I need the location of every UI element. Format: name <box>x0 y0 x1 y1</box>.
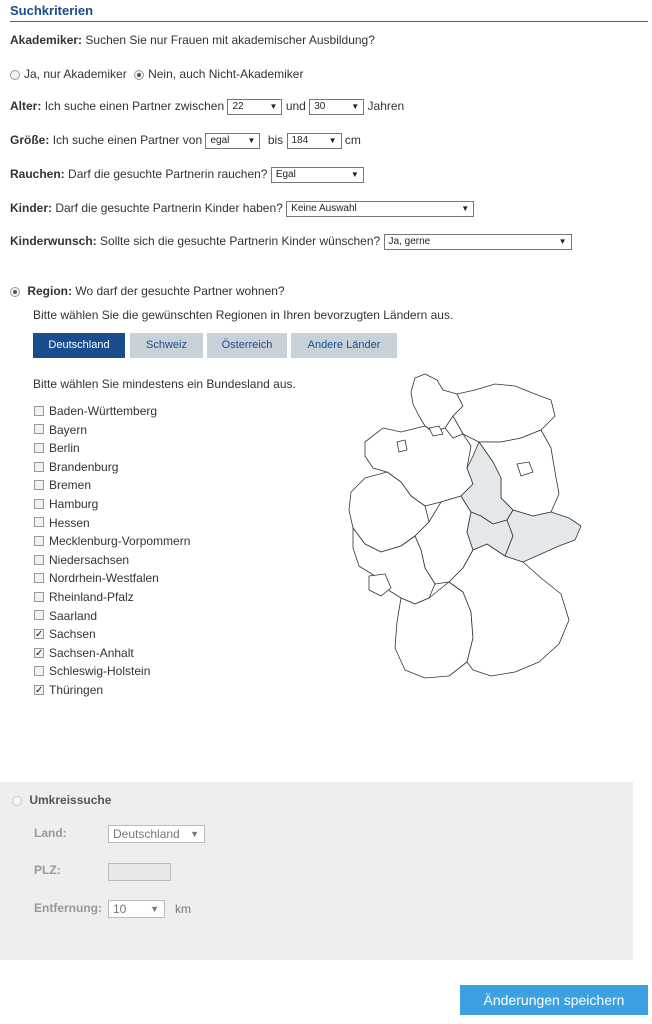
checkbox[interactable] <box>34 406 44 416</box>
age-and-text: und <box>285 99 306 114</box>
section-title: Suchkriterien <box>10 3 94 18</box>
state-item[interactable] <box>34 532 190 550</box>
region-row <box>10 284 285 298</box>
region-hint: Bitte wählen Sie die gewünschten Regionen in Ihren bevorzugten Ländern aus. <box>33 308 454 322</box>
state-label: Schleswig-Holstein <box>49 664 151 679</box>
state-item[interactable] <box>34 644 134 662</box>
state-item[interactable] <box>34 588 134 606</box>
age-text: Ich suche einen Partner zwischen <box>44 99 225 114</box>
chevron-down-icon: ▼ <box>351 102 360 111</box>
state-item[interactable] <box>34 607 97 625</box>
state-label: Sachsen <box>49 627 96 642</box>
children-select[interactable] <box>286 201 474 217</box>
children-wish-select[interactable] <box>384 234 572 250</box>
radius-radio[interactable] <box>12 796 22 806</box>
children-wish-label: Kinderwunsch: <box>10 234 97 249</box>
state-label: Sachsen-Anhalt <box>49 645 134 660</box>
state-item[interactable] <box>34 458 118 476</box>
chevron-down-icon: ▼ <box>461 204 470 213</box>
state-label: Hamburg <box>49 497 99 511</box>
distance-value: 10 <box>113 902 127 916</box>
age-label: Alter: <box>10 99 42 114</box>
height-label: Größe: <box>10 133 50 148</box>
chevron-down-icon: ▼ <box>328 136 337 145</box>
academic-yes-radio[interactable] <box>10 70 20 80</box>
country-label: Land: <box>34 826 67 840</box>
children-question: Darf die gesuchte Partnerin Kinder haben? <box>55 201 283 216</box>
age-from-select[interactable] <box>227 99 282 115</box>
height-text: Ich suche einen Partner von <box>52 133 203 148</box>
children-row <box>10 201 474 217</box>
country-select[interactable] <box>108 825 205 843</box>
checkbox[interactable] <box>34 629 44 639</box>
germany-map[interactable] <box>345 372 585 684</box>
academic-no-label[interactable]: Nein, auch Nicht-Akademiker <box>148 67 304 81</box>
checkbox[interactable] <box>34 536 44 546</box>
state-label: Nordrhein-Westfalen <box>49 571 159 586</box>
children-wish-question: Sollte sich die gesuchte Partnerin Kinder wünschen? <box>100 234 381 249</box>
state-item[interactable] <box>34 514 90 532</box>
checkbox[interactable] <box>34 555 44 565</box>
state-item[interactable] <box>34 476 91 494</box>
distance-label: Entfernung: <box>34 901 102 915</box>
height-to-value: 184 <box>291 135 309 146</box>
academic-yes-label[interactable]: Ja, nur Akademiker <box>24 67 127 81</box>
height-from-value: egal <box>210 135 230 146</box>
state-item[interactable] <box>34 439 80 457</box>
chevron-down-icon: ▼ <box>247 136 256 145</box>
distance-select[interactable] <box>108 900 165 918</box>
state-label: Baden-Württemberg <box>49 404 158 418</box>
state-item[interactable] <box>34 662 150 680</box>
region-radio[interactable] <box>10 287 20 297</box>
academic-question <box>10 33 375 47</box>
age-to-select[interactable] <box>309 99 364 115</box>
age-to-value: 30 <box>314 101 326 112</box>
height-to-text: bis <box>267 133 284 148</box>
height-from-select[interactable] <box>205 133 260 149</box>
smoking-question: Darf die gesuchte Partnerin rauchen? <box>68 167 268 182</box>
tab-andere-laender[interactable]: Andere Länder <box>291 333 397 358</box>
children-wish-value: Ja, gerne <box>388 236 431 247</box>
state-label: Bayern <box>49 422 88 437</box>
chevron-down-icon: ▼ <box>350 170 359 179</box>
chevron-down-icon: ▼ <box>190 829 199 839</box>
save-button[interactable]: Änderungen speichern <box>460 985 648 1015</box>
checkbox[interactable] <box>34 517 44 527</box>
academic-question-text: Suchen Sie nur Frauen mit akademischer Ausbildung? <box>85 33 375 47</box>
height-row <box>10 133 361 149</box>
radius-search-panel <box>0 782 633 960</box>
children-wish-row <box>10 234 572 250</box>
checkbox[interactable] <box>34 424 44 434</box>
region-question: Wo darf der gesuchte Partner wohnen? <box>75 284 285 298</box>
chevron-down-icon: ▼ <box>269 102 278 111</box>
tab-oesterreich[interactable]: Österreich <box>207 333 287 358</box>
academic-no-radio[interactable] <box>134 70 144 80</box>
checkbox[interactable] <box>34 462 44 472</box>
smoking-value: Egal <box>275 169 296 180</box>
state-label: Brandenburg <box>49 459 119 474</box>
state-item[interactable] <box>34 551 129 569</box>
state-label: Niedersachsen <box>49 552 130 567</box>
age-suffix: Jahren <box>367 99 405 114</box>
map-sachsen <box>505 510 581 562</box>
state-label: Hessen <box>49 515 90 530</box>
chevron-down-icon: ▼ <box>150 904 159 914</box>
state-label: Rheinland-Pfalz <box>49 590 134 604</box>
checkbox[interactable] <box>34 610 44 620</box>
state-label: Mecklenburg-Vorpommern <box>49 534 191 549</box>
smoking-select[interactable] <box>271 167 364 183</box>
height-suffix: cm <box>344 133 361 148</box>
radius-title: Umkreissuche <box>29 793 112 807</box>
map-bremen <box>397 440 407 452</box>
children-value: Keine Auswahl <box>291 203 357 214</box>
tab-schweiz[interactable]: Schweiz <box>130 333 203 358</box>
state-label: Berlin <box>49 441 80 456</box>
checkbox[interactable] <box>34 666 44 676</box>
region-label: Region: <box>27 284 73 298</box>
state-label: Saarland <box>49 608 98 623</box>
country-value: Deutschland <box>113 827 180 841</box>
checkbox[interactable] <box>34 443 44 453</box>
distance-unit: km <box>175 902 191 916</box>
age-row <box>10 99 404 115</box>
academic-label: Akademiker: <box>10 33 83 47</box>
state-label: Bremen <box>49 478 92 493</box>
state-item[interactable] <box>34 421 87 439</box>
title-divider <box>10 21 648 22</box>
checkbox[interactable] <box>34 573 44 583</box>
chevron-down-icon: ▼ <box>558 237 567 246</box>
state-item[interactable] <box>34 495 98 513</box>
checkbox[interactable] <box>34 499 44 509</box>
state-item[interactable] <box>34 569 159 587</box>
state-hint: Bitte wählen Sie mindestens ein Bundesland aus. <box>33 377 296 391</box>
checkbox[interactable] <box>34 592 44 602</box>
checkbox[interactable] <box>34 480 44 490</box>
state-item[interactable] <box>34 681 103 699</box>
height-to-select[interactable] <box>287 133 342 149</box>
smoking-row <box>10 167 364 183</box>
children-label: Kinder: <box>10 201 52 216</box>
state-label: Thüringen <box>49 683 104 697</box>
age-from-value: 22 <box>232 101 244 112</box>
zip-label: PLZ: <box>34 863 61 877</box>
checkbox[interactable] <box>34 685 44 695</box>
checkbox[interactable] <box>34 648 44 658</box>
state-item[interactable] <box>34 625 96 643</box>
tab-deutschland[interactable]: Deutschland <box>33 333 125 358</box>
radius-header <box>12 793 111 807</box>
zip-input[interactable] <box>108 863 171 881</box>
academic-options <box>10 67 303 81</box>
state-item[interactable] <box>34 402 157 420</box>
map-schleswig-holstein <box>411 374 463 432</box>
smoking-label: Rauchen: <box>10 167 65 182</box>
